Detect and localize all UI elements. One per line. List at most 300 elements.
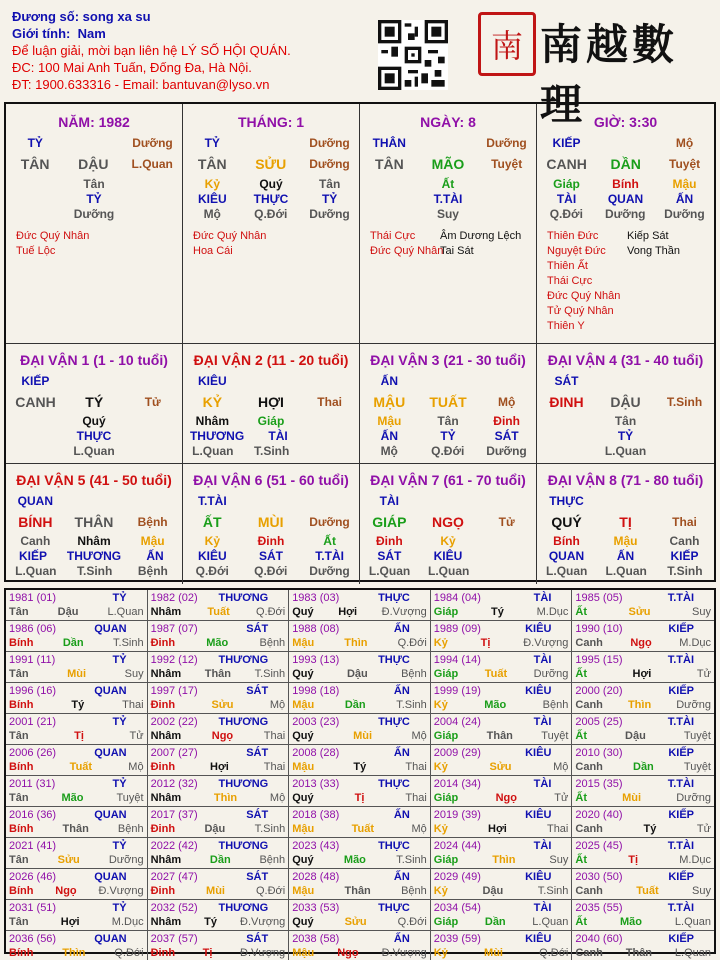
dv-hidden-stems-item: Đinh: [257, 534, 285, 548]
year-branch: Sửu: [57, 854, 80, 866]
year-stem: Ất: [575, 730, 587, 742]
year-state: Dưỡng: [108, 854, 144, 866]
dv-hidden-states: [537, 444, 714, 458]
year-god: KIÊU: [525, 871, 552, 883]
dv-hidden-stems: [360, 414, 536, 428]
year-state: Suy: [124, 668, 144, 680]
dv-hidden-gods-item: KIẾP: [18, 549, 47, 563]
year-label: 2027 (47): [150, 871, 198, 883]
year-cell: [6, 931, 148, 960]
year-state: Đ.Vượng: [98, 885, 144, 897]
year-branch: Tuất: [484, 668, 508, 680]
year-branch: Sửu: [344, 916, 367, 928]
year-label: 1999 (19): [433, 685, 481, 697]
year-state: Thai: [546, 823, 569, 835]
year-label: 2039 (59): [433, 933, 481, 945]
pillar-hidden-states: [360, 207, 536, 221]
dv-hidden-gods: [360, 549, 536, 563]
dai-van-title: ĐẠI VẬN 7 (61 - 70 tuổi): [370, 472, 526, 488]
pillar-hidden-stems: [6, 177, 182, 191]
pillar-main-row-item: SỬU: [255, 156, 287, 172]
year-row: [9, 636, 144, 650]
year-row: [434, 605, 569, 619]
year-row: [151, 822, 286, 836]
year-stem: Tân: [9, 916, 29, 928]
year-row: [292, 667, 427, 681]
dv-hidden-states-item: L.Quan: [15, 564, 57, 578]
year-god: TÀI: [533, 778, 552, 790]
year-cell: [148, 807, 290, 838]
dv-hidden-stems-item: Kỷ: [440, 534, 456, 548]
year-label: 1991 (11): [9, 654, 56, 666]
year-god: TỶ: [112, 778, 127, 790]
dv-hidden-stems-item: Quý: [82, 414, 106, 428]
year-label: 2002 (22): [150, 716, 198, 728]
year-state: M.Dục: [679, 854, 711, 866]
year-branch: Mùi: [353, 730, 373, 742]
year-cell: [289, 590, 431, 621]
dai-van-1: [6, 344, 183, 464]
dv-hidden-states: [537, 564, 714, 578]
year-state: Thai: [122, 699, 144, 711]
year-cell: [289, 900, 431, 931]
dv-hidden-gods-item: TÀI: [268, 429, 288, 443]
year-god: TỶ: [112, 902, 127, 914]
pillar-main-row: [360, 156, 536, 172]
year-state: Mộ: [411, 823, 427, 835]
year-god: SÁT: [246, 747, 269, 759]
year-stem: Kỷ: [433, 947, 448, 959]
year-branch: Mùi: [622, 792, 642, 804]
dv-main-row-item: KỶ: [202, 394, 223, 410]
year-branch: Thìn: [627, 699, 652, 711]
year-row: [434, 946, 569, 960]
year-god: T.TÀI: [667, 778, 694, 790]
year-cell: [148, 869, 290, 900]
year-state: Q.Đới: [397, 637, 427, 649]
year-row: [434, 915, 569, 929]
year-god: QUAN: [94, 933, 127, 945]
year-god: TỶ: [112, 654, 127, 666]
year-cell: [6, 776, 148, 807]
dv-hidden-stems: [537, 534, 714, 548]
year-branch: Dần: [633, 761, 654, 773]
pillar-title: THÁNG: 1: [237, 114, 305, 130]
dv-hidden-gods: [183, 429, 359, 443]
dv-god-row-item: T.TÀI: [197, 494, 227, 508]
year-row: [575, 946, 711, 960]
year-state: M.Dục: [536, 606, 569, 618]
pillar-main-row-item: MÃO: [431, 156, 465, 172]
year-cell: [289, 652, 431, 683]
year-branch: Tý: [643, 823, 657, 835]
pillar-hidden-states: [183, 207, 359, 221]
year-row: [9, 915, 144, 929]
year-state: Q.Đới: [397, 916, 427, 928]
year-branch: Dậu: [57, 606, 79, 618]
contact-line-2: ĐC: 100 Mai Anh Tuấn, Đống Đa, Hà Nội.: [12, 60, 252, 75]
pillar-hidden-gods-item: KIÊU: [197, 192, 227, 206]
year-god: KIẾP: [668, 871, 694, 883]
pillar-hidden-stems: [183, 177, 359, 191]
year-row: [292, 946, 427, 960]
dai-van-title: ĐẠI VẬN 2 (11 - 20 tuổi): [193, 352, 349, 368]
year-stem: Ất: [575, 854, 587, 866]
pillar-hidden-states-item: Q.Đới: [254, 207, 288, 221]
year-stem: Quý: [292, 668, 314, 680]
dv-hidden-gods-item: KIẾP: [670, 549, 699, 563]
star-item: Thiên Ất: [547, 260, 588, 272]
year-cell: [431, 776, 573, 807]
header: [12, 8, 352, 93]
dv-hidden-gods: [537, 549, 714, 563]
dv-main-row: [360, 514, 536, 530]
year-god: THỰC: [378, 778, 410, 790]
dv-hidden-states-item: L.Quan: [73, 444, 115, 458]
pillar-main-row-item: Tuyệt: [491, 157, 523, 171]
year-god: QUAN: [94, 747, 127, 759]
year-stem: Tân: [9, 730, 29, 742]
pillar-god-row-item: TỶ: [27, 136, 43, 150]
year-row: [151, 760, 286, 774]
dv-god-row-item: ẤN: [380, 374, 398, 388]
year-row: [434, 791, 569, 805]
year-state: Dưỡng: [676, 699, 711, 711]
pillar-main-row: [183, 156, 359, 172]
year-state: Q.Đới: [255, 606, 286, 618]
year-stem: Tân: [9, 792, 29, 804]
year-cell: [289, 621, 431, 652]
dv-main-row-item: TỊ: [619, 514, 632, 530]
pillar-god-row-item: Dưỡng: [132, 136, 173, 150]
year-stem: Đinh: [150, 761, 176, 773]
year-row: [575, 915, 711, 929]
dv-main-row-item: DẬU: [610, 394, 641, 410]
year-cell: [572, 714, 714, 745]
pillar-hidden-gods-item: TỶ: [86, 192, 102, 206]
year-row: [151, 791, 286, 805]
year-god: QUAN: [94, 809, 127, 821]
year-cell: [572, 776, 714, 807]
year-cell: [6, 807, 148, 838]
year-stem: Mậu: [292, 699, 315, 711]
year-state: Tử: [129, 730, 144, 742]
dai-van-title: ĐẠI VẬN 8 (71 - 80 tuổi): [547, 472, 704, 488]
dai-van-4: [537, 344, 714, 464]
pillar-hidden-stems-item: Quý: [259, 177, 283, 191]
year-label: 2028 (48): [292, 871, 340, 883]
year-stem: Mậu: [292, 885, 315, 897]
pillar-month: [183, 104, 360, 344]
year-label: 2019 (39): [433, 809, 481, 821]
dv-hidden-states-item: T.Sinh: [77, 564, 113, 578]
year-branch: Dậu: [625, 730, 646, 742]
year-stem: Mậu: [292, 823, 315, 835]
pillar-hidden-states: [6, 207, 182, 221]
year-stem: Bính: [9, 823, 34, 835]
year-label: 1996 (16): [9, 685, 57, 697]
year-branch: Hợi: [488, 823, 507, 835]
dv-hidden-states-item: T.Sinh: [667, 564, 703, 578]
dai-van-title: ĐẠI VẬN 6 (51 - 60 tuổi): [193, 472, 349, 488]
year-stem: Đinh: [150, 885, 176, 897]
dv-hidden-gods-item: THỰC: [76, 429, 112, 443]
pillar-god-row: [183, 136, 359, 150]
year-label: 2029 (49): [433, 871, 481, 883]
year-god: ẤN: [393, 685, 410, 697]
year-label: 2037 (57): [150, 933, 198, 945]
year-stem: Canh: [575, 823, 603, 835]
year-branch: Tị: [202, 947, 213, 959]
year-state: Suy: [549, 854, 569, 866]
pillar-hidden-stems: [360, 177, 536, 191]
year-label: 1995 (15): [575, 654, 623, 666]
year-god: T.TÀI: [667, 654, 694, 666]
dv-god-row-item: KIÊU: [197, 374, 227, 388]
year-god: TÀI: [533, 902, 552, 914]
year-branch: Tị: [480, 637, 491, 649]
year-label: 2032 (52): [150, 902, 198, 914]
year-stem: Nhâm: [150, 854, 182, 866]
dv-hidden-stems-item: Nhâm: [195, 414, 229, 428]
pillar-hidden-states-item: Dưỡng: [604, 207, 646, 221]
year-branch: Mão: [61, 792, 84, 804]
year-branch: Mùi: [206, 885, 225, 897]
year-god: THƯƠNG: [218, 840, 269, 852]
dai-van-8: [537, 464, 714, 584]
gender-label: Giới tính:: [12, 26, 71, 41]
yearly-table: [4, 588, 716, 959]
name-label: Đương số:: [12, 9, 80, 24]
year-cell: [148, 652, 290, 683]
year-stem: Quý: [292, 792, 314, 804]
year-state: Đ.Vượng: [381, 947, 427, 959]
dv-main-row: [183, 394, 359, 410]
qr-code-icon[interactable]: [378, 20, 448, 90]
year-row: [575, 729, 711, 743]
year-cell: [572, 745, 714, 776]
pillar-hidden-states-item: Suy: [436, 207, 459, 221]
year-branch: Sửu: [211, 699, 234, 711]
year-stem: Ất: [575, 668, 587, 680]
year-row: [9, 791, 144, 805]
year-label: 2010 (30): [575, 747, 623, 759]
year-row: [9, 729, 144, 743]
pillar-god-row: [360, 136, 536, 150]
dv-hidden-stems-item: Tân: [437, 414, 459, 428]
dv-hidden-gods-item: QUAN: [548, 549, 585, 563]
year-label: 2017 (37): [150, 809, 198, 821]
year-label: 1993 (13): [292, 654, 340, 666]
year-god: TÀI: [533, 654, 552, 666]
contact-line-1: Để luận giải, mời bạn liên hệ LÝ SỐ HỘI QUÁN.: [12, 43, 291, 58]
pillar-main-row-item: L.Quan: [131, 157, 173, 171]
year-state: Bệnh: [259, 637, 286, 649]
year-row: [9, 853, 144, 867]
chart-grid: [4, 102, 716, 582]
year-state: Q.Đới: [255, 885, 286, 897]
year-god: TỶ: [112, 716, 127, 728]
year-cell: [148, 714, 290, 745]
dv-god-row: [360, 374, 536, 388]
year-branch: Thân: [204, 668, 232, 680]
year-state: Bệnh: [117, 823, 144, 835]
dv-hidden-stems-item: Đinh: [375, 534, 403, 548]
year-state: Thai: [405, 792, 427, 804]
pillar-hidden-states-item: Dưỡng: [309, 207, 350, 221]
year-god: THƯƠNG: [218, 902, 269, 914]
year-row: [575, 884, 711, 898]
year-label: 1992 (12): [150, 654, 198, 666]
year-branch: Dậu: [346, 668, 368, 680]
year-label: 2018 (38): [292, 809, 340, 821]
year-label: 1985 (05): [575, 592, 623, 604]
year-god: QUAN: [94, 623, 127, 635]
year-label: 2035 (55): [575, 902, 623, 914]
dv-main-row-item: THÂN: [74, 514, 114, 530]
pillar-title: GIỜ: 3:30: [593, 114, 658, 130]
year-state: Thai: [263, 761, 286, 773]
year-state: Đ.Vượng: [240, 916, 286, 928]
dv-hidden-stems: [6, 414, 182, 428]
year-god: QUAN: [94, 871, 127, 883]
year-state: T.Sinh: [537, 885, 569, 897]
year-stem: Ất: [575, 916, 587, 928]
year-label: 2030 (50): [575, 871, 623, 883]
year-cell: [289, 776, 431, 807]
year-god: KIẾP: [668, 623, 694, 635]
pillar-hidden-gods: [6, 192, 182, 206]
star-item: Đức Quý Nhân: [370, 245, 444, 257]
year-state: Q.Đới: [539, 947, 569, 959]
year-cell: [431, 714, 573, 745]
year-cell: [572, 869, 714, 900]
year-state: Tuyệt: [116, 792, 144, 804]
year-stem: Kỷ: [433, 823, 448, 835]
year-cell: [431, 652, 573, 683]
dv-hidden-stems-item: Giáp: [257, 414, 285, 428]
year-label: 2011 (31): [9, 778, 56, 790]
year-cell: [148, 621, 290, 652]
year-label: 2016 (36): [9, 809, 57, 821]
year-branch: Mão: [343, 854, 366, 866]
year-label: 1984 (04): [433, 592, 481, 604]
dv-hidden-stems: [537, 414, 714, 428]
year-stem: Giáp: [433, 668, 459, 680]
pillar-god-row-item: TỶ: [204, 136, 220, 150]
year-stem: Nhâm: [150, 916, 182, 928]
star-item: Vong Thần: [627, 245, 681, 257]
dv-hidden-stems-item: Ất: [323, 534, 336, 548]
year-god: TÀI: [533, 592, 552, 604]
pillar-hidden-gods: [360, 192, 536, 206]
dv-hidden-stems-item: Canh: [669, 534, 700, 548]
year-label: 2003 (23): [292, 716, 340, 728]
year-label: 2034 (54): [433, 902, 481, 914]
year-state: L.Quan: [674, 916, 711, 928]
year-cell: [148, 931, 290, 960]
dv-hidden-states-item: Dưỡng: [309, 564, 350, 578]
dv-hidden-stems-item: Canh: [20, 534, 51, 548]
dv-god-row: [183, 494, 359, 508]
dv-hidden-stems: [183, 414, 359, 428]
year-stem: Kỷ: [433, 761, 448, 773]
year-stem: Đinh: [150, 823, 176, 835]
pillar-hidden-states-item: Mộ: [203, 207, 221, 221]
year-cell: [572, 900, 714, 931]
dv-hidden-gods-item: SÁT: [258, 549, 283, 563]
dv-hidden-states-item: Bệnh: [137, 564, 168, 578]
year-cell: [431, 590, 573, 621]
dv-hidden-gods-item: THƯƠNG: [66, 549, 122, 563]
year-god: TÀI: [533, 716, 552, 728]
year-label: 2020 (40): [575, 809, 623, 821]
year-god: KIÊU: [525, 685, 552, 697]
year-cell: [431, 838, 573, 869]
year-stem: Bính: [9, 947, 34, 959]
year-god: THƯƠNG: [218, 778, 269, 790]
dv-god-row-item: SÁT: [554, 374, 579, 388]
dv-main-row: [6, 514, 182, 530]
year-cell: [572, 621, 714, 652]
year-stem: Canh: [575, 637, 603, 649]
year-state: L.Quan: [107, 606, 144, 618]
pillar-hidden-gods-item: QUAN: [607, 192, 644, 206]
year-label: 2014 (34): [433, 778, 481, 790]
year-label: 2009 (29): [433, 747, 481, 759]
dv-hidden-states-item: Dưỡng: [486, 444, 527, 458]
dv-main-row-item: BÍNH: [18, 514, 53, 530]
dv-main-row-item: ẤT: [202, 514, 222, 530]
year-branch: Dần: [209, 854, 231, 866]
year-stem: Giáp: [433, 854, 459, 866]
year-state: L.Quan: [674, 947, 711, 959]
dv-god-row: [183, 374, 359, 388]
year-branch: Tý: [204, 916, 218, 928]
year-branch: Dậu: [482, 885, 504, 897]
dv-hidden-states-item: L.Quan: [427, 564, 470, 578]
year-god: ẤN: [393, 623, 410, 635]
year-cell: [431, 621, 573, 652]
year-branch: Tị: [628, 854, 638, 866]
year-state: Tử: [696, 668, 711, 680]
year-god: ẤN: [393, 871, 410, 883]
pillar-hour: [537, 104, 714, 344]
year-row: [151, 605, 286, 619]
year-branch: Thân: [625, 947, 653, 959]
year-cell: [572, 807, 714, 838]
gender-row: [12, 25, 352, 42]
pillar-god-row: [6, 136, 182, 150]
pillar-hidden-stems: [537, 177, 714, 191]
year-row: [292, 698, 427, 712]
year-god: T.TÀI: [667, 840, 694, 852]
year-god: THƯƠNG: [218, 592, 269, 604]
year-row: [151, 729, 286, 743]
dv-main-row-item: TÝ: [85, 394, 104, 410]
year-label: 2024 (44): [433, 840, 481, 852]
year-row: [434, 636, 569, 650]
dai-van-5: [6, 464, 183, 584]
dv-god-row: [537, 374, 714, 388]
year-cell: [431, 683, 573, 714]
year-stem: Bính: [9, 637, 34, 649]
year-row: [151, 667, 286, 681]
year-cell: [6, 714, 148, 745]
year-stem: Mậu: [292, 637, 315, 649]
pillar-main-row: [6, 156, 182, 172]
year-branch: Thân: [344, 885, 371, 897]
